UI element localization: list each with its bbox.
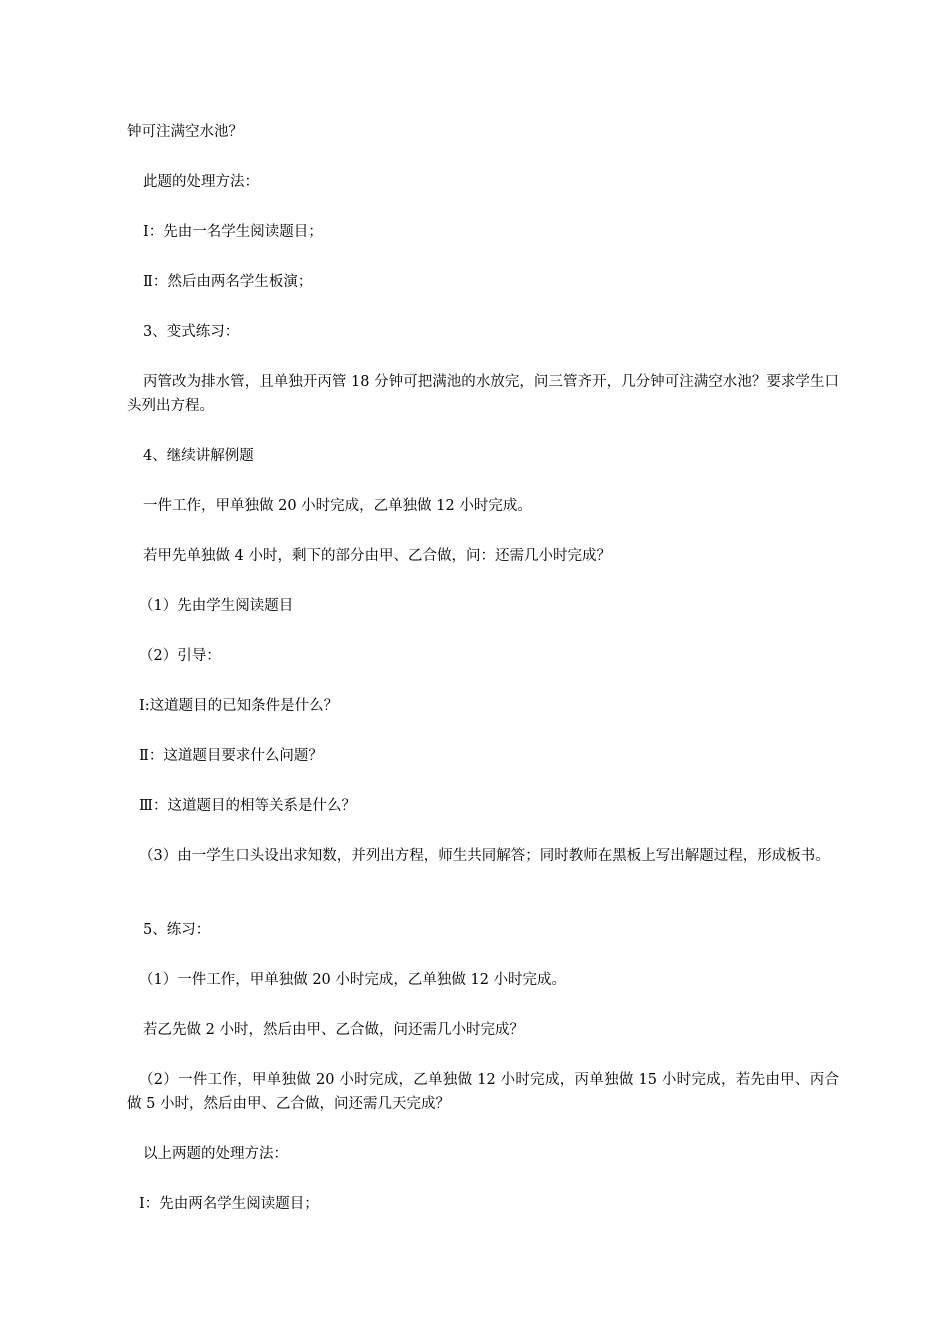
paragraph-variant-exercise: 丙管改为排水管，且单独开丙管 18 分钟可把满池的水放完，问三管齐开，几分钟可注满空水池？要求学生口头列出方程。 <box>127 374 839 414</box>
paragraph-section-3: 3、变式练习： <box>143 324 240 340</box>
paragraph-example-question: 若甲先单独做 4 小时，剩下的部分由甲、乙合做，问：还需几小时完成？ <box>143 548 611 564</box>
paragraph-exercise-1-question: 若乙先做 2 小时，然后由甲、乙合做，问还需几小时完成？ <box>143 1022 524 1038</box>
paragraph-step-2: Ⅱ：然后由两名学生板演； <box>143 274 313 290</box>
paragraph-step-1-b: Ⅰ：先由两名学生阅读题目； <box>139 1196 319 1212</box>
paragraph-step-1: Ⅰ：先由一名学生阅读题目； <box>143 224 323 240</box>
paragraph-substep-2: （2）引导： <box>139 648 221 664</box>
paragraph-continuation: 钟可注满空水池？ <box>127 124 243 140</box>
paragraph-exercise-2: （2）一件工作，甲单独做 20 小时完成，乙单独做 12 小时完成，丙单独做 15 小时完成，若先由甲、丙合做 5 小时，然后由甲、乙合做，问还需几天完成？ <box>127 1072 839 1112</box>
paragraph-section-4: 4、继续讲解例题 <box>143 448 254 464</box>
paragraph-section-5: 5、练习： <box>143 922 211 938</box>
paragraph-substep-1: （1）先由学生阅读题目 <box>139 598 294 614</box>
paragraph-guide-2: Ⅱ：这道题目要求什么问题？ <box>139 748 323 764</box>
paragraph-exercise-1: （1）一件工作，甲单独做 20 小时完成，乙单独做 12 小时完成。 <box>139 972 567 988</box>
paragraph-method-heading-2: 以上两题的处理方法： <box>143 1146 288 1162</box>
paragraph-method-heading: 此题的处理方法： <box>143 174 259 190</box>
paragraph-guide-3: Ⅲ：这道题目的相等关系是什么？ <box>139 798 356 814</box>
paragraph-guide-1: Ⅰ:这道题目的已知条件是什么？ <box>139 698 339 714</box>
paragraph-substep-3: （3）由一学生口头设出求知数，并列出方程，师生共同解答；同时教师在黑板上写出解题过程，形成板书。 <box>139 848 830 864</box>
paragraph-example-problem: 一件工作，甲单独做 20 小时完成，乙单独做 12 小时完成。 <box>143 498 532 514</box>
